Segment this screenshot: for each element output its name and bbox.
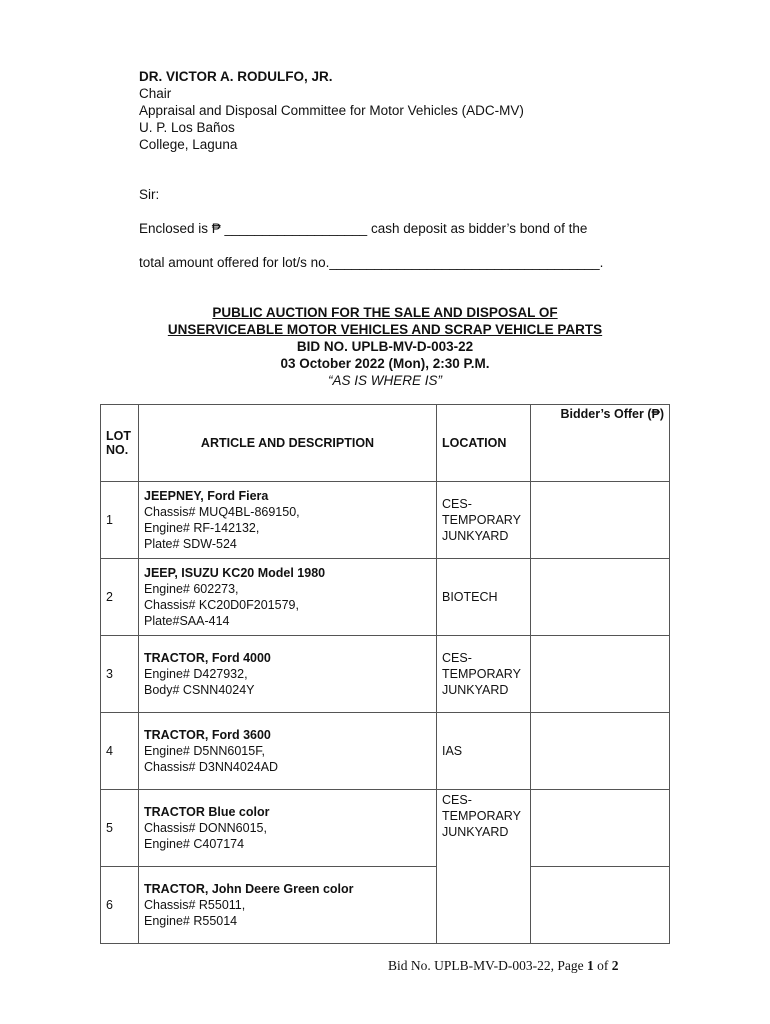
article-title: JEEPNEY, Ford Fiera [144, 489, 269, 503]
table-row [101, 790, 670, 867]
article-detail: Engine# C407174 [144, 837, 245, 851]
bidders-offer-cell[interactable] [531, 559, 670, 636]
article-detail: Chassis# MUQ4BL-869150, [144, 505, 300, 519]
table-header-row [101, 405, 670, 482]
article-detail: Engine# D427932, [144, 667, 248, 681]
footer-total: 2 [611, 958, 619, 973]
footer-page: 1 [587, 958, 594, 973]
location-line: TEMPORARY [442, 667, 521, 681]
recipient-address: College, Laguna [139, 137, 238, 152]
salutation: Sir: [139, 187, 160, 202]
article-detail: Engine# R55014 [144, 914, 238, 928]
article-title: TRACTOR, Ford 4000 [144, 651, 271, 665]
location-cell [437, 790, 531, 944]
location-cell [437, 713, 531, 790]
bidders-offer-cell[interactable] [531, 482, 670, 559]
location-line: JUNKYARD [442, 683, 509, 697]
article-description [139, 559, 437, 636]
location-line: JUNKYARD [442, 825, 509, 839]
article-detail: Plate# SDW-524 [144, 537, 237, 551]
lots-line: total amount offered for lot/s no.____________________________________. [139, 255, 604, 270]
article-detail: Chassis# KC20D0F201579, [144, 598, 299, 612]
location-line: CES- [442, 793, 472, 807]
recipient-committee: Appraisal and Disposal Committee for Motor Vehicles (ADC-MV) [139, 103, 524, 118]
header-lot-no: LOT NO. [101, 405, 139, 482]
article-description [139, 713, 437, 790]
article-title: JEEP, ISUZU KC20 Model 1980 [144, 566, 326, 580]
bidders-offer-cell[interactable] [531, 790, 670, 867]
article-description [139, 867, 437, 944]
heading-line-1: PUBLIC AUCTION FOR THE SALE AND DISPOSAL OF [212, 305, 558, 320]
footer-prefix: Bid No. UPLB-MV-D-003-22, Page [388, 958, 587, 973]
lot-number: 4 [101, 713, 139, 790]
article-detail: Plate#SAA-414 [144, 614, 230, 628]
article-description [139, 790, 437, 867]
article-description [139, 636, 437, 713]
footer-of: of [593, 958, 612, 973]
article-detail: Engine# 602273, [144, 582, 239, 596]
auction-heading [100, 304, 670, 389]
header-bidders-offer: Bidder’s Offer (₱) [531, 405, 670, 482]
article-detail: Engine# RF-142132, [144, 521, 260, 535]
lot-number: 6 [101, 867, 139, 944]
recipient-position: Chair [139, 86, 172, 101]
article-title: TRACTOR, Ford 3600 [144, 728, 271, 742]
location-cell [437, 482, 531, 559]
bidders-offer-cell[interactable] [531, 636, 670, 713]
table-row [101, 636, 670, 713]
recipient-block [139, 68, 524, 153]
article-title: TRACTOR, John Deere Green color [144, 882, 354, 896]
location-line: IAS [442, 744, 463, 758]
article-description [139, 482, 437, 559]
header-article: ARTICLE AND DESCRIPTION [139, 405, 437, 482]
deposit-line: Enclosed is ₱ ___________________ cash deposit as bidder’s bond of the [139, 221, 588, 236]
lots-table [100, 404, 670, 944]
location-cell [437, 559, 531, 636]
lot-number: 3 [101, 636, 139, 713]
article-detail: Chassis# R55011, [144, 898, 246, 912]
table-row [101, 713, 670, 790]
table-row [101, 867, 670, 944]
recipient-name: DR. VICTOR A. RODULFO, JR. [139, 69, 333, 84]
bid-number: BID NO. UPLB-MV-D-003-22 [296, 339, 474, 354]
location-line: TEMPORARY [442, 809, 521, 823]
article-detail: Engine# D5NN6015F, [144, 744, 265, 758]
auction-condition: “AS IS WHERE IS” [327, 373, 442, 388]
location-line: CES- [442, 497, 472, 511]
table-row [101, 559, 670, 636]
location-cell [437, 636, 531, 713]
auction-date: 03 October 2022 (Mon), 2:30 P.M. [280, 356, 490, 371]
location-line: BIOTECH [442, 590, 498, 604]
bidders-offer-cell[interactable] [531, 713, 670, 790]
page-footer [388, 958, 619, 974]
location-line: JUNKYARD [442, 529, 509, 543]
article-title: TRACTOR Blue color [144, 805, 270, 819]
recipient-campus: U. P. Los Baños [139, 120, 235, 135]
article-detail: Body# CSNN4024Y [144, 683, 255, 697]
article-detail: Chassis# D3NN4024AD [144, 760, 279, 774]
table-row [101, 482, 670, 559]
location-line: CES- [442, 651, 472, 665]
location-line: TEMPORARY [442, 513, 521, 527]
header-location: LOCATION [437, 405, 531, 482]
lot-number: 5 [101, 790, 139, 867]
lot-number: 2 [101, 559, 139, 636]
article-detail: Chassis# DONN6015, [144, 821, 267, 835]
lot-number: 1 [101, 482, 139, 559]
heading-line-2: UNSERVICEABLE MOTOR VEHICLES AND SCRAP VEHICLE PARTS [167, 322, 603, 337]
bidders-offer-cell[interactable] [531, 867, 670, 944]
